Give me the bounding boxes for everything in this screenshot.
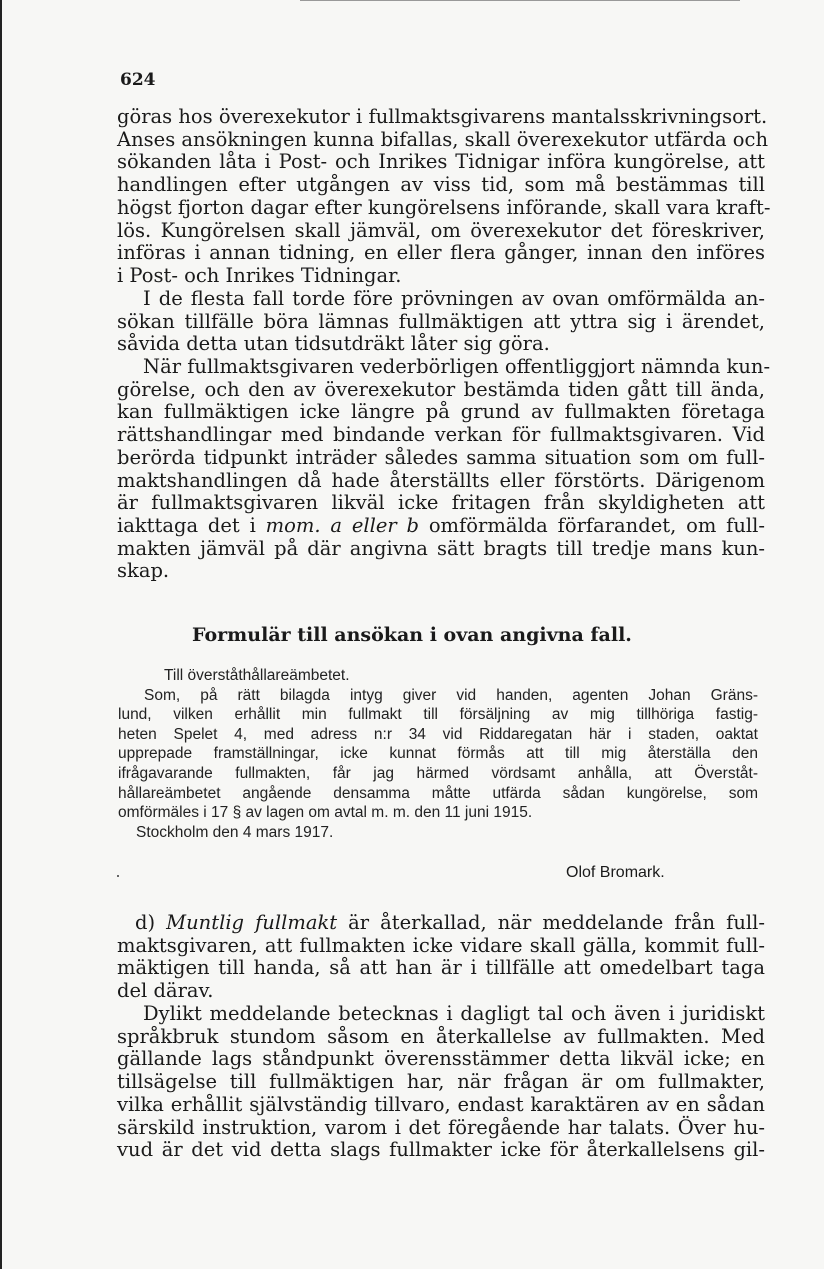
form-line: hållareämbetet angående densamma måtte utfärda sådan kungörelse, som xyxy=(118,784,758,802)
text-line: maktshandlingen då hade återställts eller förstörts. Därigenom xyxy=(117,468,765,492)
text-line: språkbruk stundom såsom en återkallelse av fullmakten. Med xyxy=(117,1024,765,1048)
text-line: såvida detta utan tidsutdräkt låter sig göra. xyxy=(117,332,550,356)
form-signature: Olof Bromark. xyxy=(566,864,665,881)
text-line: görelse, och den av överexekutor bestämda tiden gått till ända, xyxy=(117,377,765,401)
paragraph-1 xyxy=(117,105,771,288)
form-line: upprepade framställningar, icke kunnat förmås att till mig återställa den xyxy=(118,745,758,763)
text-line: Dylikt meddelande betecknas i dagligt tal och även i juridiskt xyxy=(143,1002,765,1025)
text-line: handlingen efter utgången av viss tid, som må bestämmas till xyxy=(117,173,765,197)
italic-term: Muntlig fullmakt xyxy=(166,911,338,934)
form-line: lund, vilken erhållit min fullmakt till försäljning av mig tillhöriga fastig- xyxy=(118,706,758,724)
text-line: i Post- och Inrikes Tidningar. xyxy=(117,263,402,287)
text-segment: iakttaga det i xyxy=(117,513,266,537)
text-line: mäktigen till handa, så att han är i tillfälle att omedelbart taga xyxy=(117,956,765,980)
form-line: omförmäles i 17 § av lagen om avtal m. m. den 11 juni 1915. xyxy=(118,804,533,822)
top-rule xyxy=(300,0,740,1)
list-marker: d) xyxy=(135,911,167,934)
text-line: maktsgivaren, att fullmakten icke vidare skall gälla, kommit full- xyxy=(117,933,765,957)
text-line: gällande lags ståndpunkt överensstämmer detta likväl icke; en xyxy=(117,1047,765,1071)
text-segment: omförmälda förfarandet, om full- xyxy=(419,513,765,537)
form-addressee: Till överståthållareämbetet. xyxy=(164,667,350,684)
text-line: berörda tidpunkt inträder således samma situation som om full- xyxy=(117,445,765,469)
text-line: vilka erhållit självständig tillvaro, endast karaktären av en sådan xyxy=(117,1092,765,1116)
text-line: kan fullmäktigen icke längre på grund av fullmakten företaga xyxy=(117,400,765,424)
form-line: heten Spelet 4, med adress n:r 34 vid Riddaregatan här i staden, oaktat xyxy=(118,725,758,743)
section-heading: Formulär till ansökan i ovan angivna fall. xyxy=(192,624,632,646)
text-line: införas i annan tidning, en eller flera gånger, innan den införes xyxy=(117,241,765,265)
page-number: 624 xyxy=(120,70,156,90)
text-line-with-italic xyxy=(117,515,765,538)
text-line: göras hos överexekutor i fullmaktsgivarens mantalsskrivningsort. xyxy=(117,105,768,128)
form-line: Som, på rätt bilagda intyg giver vid handen, agenten Johan Gräns- xyxy=(144,686,758,704)
text-line: lös. Kungörelsen skall jämväl, om överexekutor det föreskriver, xyxy=(117,218,765,242)
form-letter xyxy=(118,666,758,842)
text-line: skap. xyxy=(117,559,170,583)
text-segment: är återkallad, när meddelande från full- xyxy=(337,911,765,934)
text-line: Anses ansökningen kunna bifallas, skall överexekutor utfärda och xyxy=(117,127,769,151)
text-line: När fullmaktsgivaren vederbörligen offentliggjort nämnda kun- xyxy=(143,355,771,378)
paragraph-3 xyxy=(117,355,771,583)
paragraph-5 xyxy=(117,1003,765,1162)
paragraph-4 xyxy=(117,912,765,1003)
text-line: rättshandlingar med bindande verkan för fullmaktsgivaren. Vid xyxy=(117,423,765,447)
text-line: vud är det vid detta slags fullmakter icke för återkallelsens gil- xyxy=(117,1138,765,1162)
form-place-date: Stockholm den 4 mars 1917. xyxy=(136,823,334,841)
form-line: ifrågavarande fullmakten, får jag härmed vördsamt anhålla, att Överståt- xyxy=(118,764,758,782)
text-line: är fullmaktsgivaren likväl icke fritagen från skyldigheten att xyxy=(117,491,765,515)
italic-reference: mom. a eller b xyxy=(265,513,419,537)
text-line-with-italic xyxy=(117,912,765,935)
text-line: I de flesta fall torde före prövningen av ovan omförmälda an- xyxy=(143,287,765,310)
text-line: särskild instruktion, varom i det föregående har talats. Över hu- xyxy=(117,1115,765,1139)
text-line: sökanden låta i Post- och Inrikes Tidnigar införa kungörelse, att xyxy=(117,150,765,174)
stray-mark xyxy=(117,875,119,877)
paragraph-2 xyxy=(117,288,765,356)
text-line: tillsägelse till fullmäktigen har, när frågan är om fullmakter, xyxy=(117,1070,765,1094)
text-line: sökan tillfälle böra lämnas fullmäktigen att yttra sig i ärendet, xyxy=(117,309,765,333)
text-line: högst fjorton dagar efter kungörelsens införande, skall vara kraft- xyxy=(117,195,771,219)
text-line: makten jämväl på där angivna sätt bragts till tredje mans kun- xyxy=(117,536,765,560)
text-line: del därav. xyxy=(117,979,214,1003)
